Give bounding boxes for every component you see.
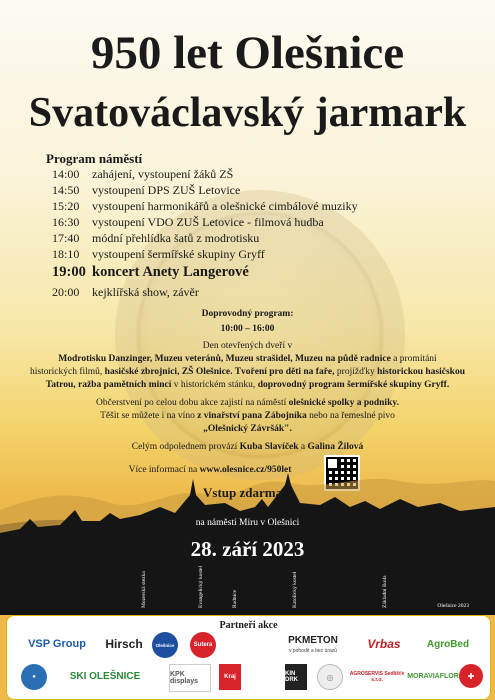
places-bold: historickou hasičskou	[377, 367, 465, 377]
entry-label: Vstup zdarma	[203, 485, 283, 500]
refresh-regular: nebo na řemeslné pivo	[306, 411, 395, 421]
agroservis-logo: AGROSERVIS Sedlišťe s.r.o.	[349, 671, 405, 683]
places-line-3	[20, 379, 475, 392]
building-label: Mozerská stezka	[141, 571, 147, 608]
program-time: 18:10	[52, 247, 80, 261]
program-text: vystoupení DPS ZUŠ Letovice	[92, 183, 241, 197]
pkmeton-logo: PKMETON	[288, 634, 338, 646]
refresh-line-1	[20, 397, 475, 410]
program-text: vystoupení VDO ZUŠ Letovice - filmová hudba	[92, 215, 324, 229]
program-time: 14:00	[52, 167, 80, 181]
program-item	[52, 246, 452, 262]
pkmeton-slogan: v pohodě a bez úrazů	[288, 648, 338, 654]
partners-box	[6, 615, 491, 700]
places-bold: Modrotisku Danzinger, Muzeu veteránů, Muzeu strašidel, Muzeu na půdě radnice	[58, 354, 391, 364]
program-time: 20:00	[52, 285, 80, 299]
open-doors-text: Den otevřených dveří v	[202, 341, 293, 351]
more-info-label: Více informací na	[128, 465, 200, 475]
title-line-2: Svatováclavský jarmark	[28, 90, 467, 136]
program-time: 15:20	[52, 199, 80, 213]
places-regular: v historickém stánku,	[171, 380, 258, 390]
program-time: 14:50	[52, 183, 80, 197]
refresh-line-2	[20, 410, 475, 423]
program-text: vystoupení šermířské skupiny Gryff	[92, 247, 265, 261]
kin-drk-logo: KIN DRK	[285, 664, 307, 690]
doprovodny-heading: Doprovodný program:	[201, 309, 294, 319]
hosts-line	[20, 441, 475, 454]
program-item-highlight	[52, 262, 452, 283]
program-item	[52, 182, 452, 198]
places-line-2	[20, 366, 475, 379]
program-text: zahájení, vystoupení žáků ZŠ	[92, 167, 234, 181]
program-time: 17:40	[52, 231, 80, 245]
program-time: 19:00	[52, 264, 86, 280]
program-item	[52, 284, 452, 300]
hosts-regular: a	[298, 442, 308, 452]
places-bold: doprovodný program šermířské skupiny Gryff.	[257, 380, 450, 390]
doprovodny-time: 10:00 – 16:00	[220, 324, 275, 334]
program-text: módní přehlídka šatů z modrotisku	[92, 231, 260, 245]
program-item	[52, 198, 452, 214]
circle-partner-logo: ●	[21, 664, 47, 690]
ski-olesnice-logo: SKI OLEŠNICE	[69, 670, 141, 682]
event-date: 28. září 2023	[190, 537, 305, 561]
places-regular: historických filmů,	[30, 367, 105, 377]
venue-label: na náměstí Míru v Olešnici	[195, 518, 300, 528]
round-partner-logo: ◎	[317, 664, 343, 690]
building-label: Radnice	[232, 589, 238, 608]
hosts-regular: Celým odpolednem provází	[131, 442, 240, 452]
partners-heading: Partneři akce	[219, 620, 278, 631]
program-text: koncert Anety Langerové	[92, 264, 249, 280]
title-line-1: 950 let Olešnice	[90, 27, 405, 79]
program-text: kejklířská show, závěr	[92, 285, 199, 299]
hasici-logo: ✚	[459, 664, 483, 688]
program-list	[52, 166, 452, 300]
olesnice-crest-logo: Olešnice	[152, 632, 178, 658]
moraviaflor-logo: MORAVIAFLOR	[407, 672, 459, 680]
agrobed-logo: AgroBed	[426, 638, 470, 650]
hirsch-logo: Hirsch	[105, 637, 143, 651]
town-silhouette	[0, 455, 495, 615]
sutera-logo: Sutera	[190, 632, 216, 658]
vsp-group-logo: VSP Group	[28, 638, 86, 650]
refresh-bold: olešnické spolky a podniky.	[288, 398, 399, 408]
places-line-1	[20, 353, 475, 366]
program-heading: Program náměstí	[46, 151, 143, 166]
building-label: Evangelický kostel	[198, 565, 204, 608]
website-link[interactable]: www.olesnice.cz/950let	[199, 465, 292, 475]
copyright: Olešnice 2023	[437, 603, 469, 609]
places-regular: a promítání	[390, 354, 437, 364]
places-bold: hasičské zbrojnici, ZŠ Olešnice. Tvoření pro děti na faře,	[104, 367, 335, 377]
vrbas-logo: Vrbas	[367, 637, 401, 651]
refresh-bold: z vinařství pana Zábojníka	[197, 411, 307, 421]
places-regular: projížďky	[334, 367, 378, 377]
program-item	[52, 230, 452, 246]
host-name: Kuba Slavíček	[239, 442, 299, 452]
kraj-logo: Kraj	[219, 664, 241, 690]
program-time: 16:30	[52, 215, 80, 229]
refresh-line-3: „Olešnický Závršák".	[203, 424, 292, 434]
refresh-regular: Občerstvení po celou dobu akce zajistí na náměstí	[96, 398, 289, 408]
program-item	[52, 214, 452, 230]
places-bold: Tatrou, ražba pamětních mincí	[45, 380, 172, 390]
building-label: Základní škola	[382, 575, 388, 608]
building-label: Katolický kostel	[292, 571, 298, 608]
program-item	[52, 166, 452, 182]
program-text: vystoupení harmonikářů a olešnické cimbálové muziky	[92, 199, 358, 213]
kpk-displays-logo: KPK displays	[169, 664, 211, 692]
refresh-regular: Těšit se můžete i na víno	[100, 411, 198, 421]
host-name: Galina Žilová	[307, 442, 364, 452]
